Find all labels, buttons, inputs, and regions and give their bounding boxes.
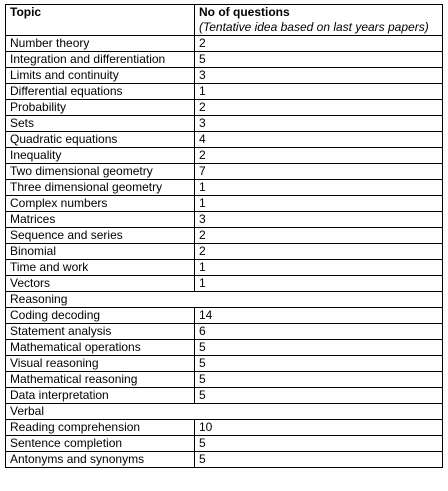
topic-cell: Mathematical operations (6, 340, 195, 356)
topic-cell: Statement analysis (6, 324, 195, 340)
question-count-cell: 2 (195, 100, 443, 116)
table-row (6, 260, 443, 276)
table-row (6, 372, 443, 388)
table-row (6, 228, 443, 244)
topic-cell: Integration and differentiation (6, 52, 195, 68)
table-row (6, 324, 443, 340)
topic-cell: Data interpretation (6, 388, 195, 404)
topic-cell: Three dimensional geometry (6, 180, 195, 196)
table-row (6, 68, 443, 84)
section-row (6, 404, 443, 420)
question-count-cell: 5 (195, 452, 443, 468)
table-body (6, 36, 443, 468)
table-row (6, 452, 443, 468)
topic-cell: Coding decoding (6, 308, 195, 324)
question-count-cell: 10 (195, 420, 443, 436)
topic-cell: Mathematical reasoning (6, 372, 195, 388)
section-heading: Reasoning (6, 292, 443, 308)
question-count-cell: 1 (195, 276, 443, 292)
table-row (6, 420, 443, 436)
table-row (6, 100, 443, 116)
table-row (6, 340, 443, 356)
table-row (6, 164, 443, 180)
question-count-cell: 5 (195, 372, 443, 388)
question-count-cell: 3 (195, 68, 443, 84)
question-count-cell: 1 (195, 84, 443, 100)
question-count-cell: 3 (195, 116, 443, 132)
topic-cell: Limits and continuity (6, 68, 195, 84)
topic-cell: Sequence and series (6, 228, 195, 244)
topic-cell: Differential equations (6, 84, 195, 100)
table-row (6, 148, 443, 164)
question-count-cell: 2 (195, 244, 443, 260)
table-row (6, 84, 443, 100)
topic-cell: Quadratic equations (6, 132, 195, 148)
question-count-cell: 1 (195, 196, 443, 212)
table-row (6, 244, 443, 260)
question-count-cell: 2 (195, 148, 443, 164)
topic-cell: Antonyms and synonyms (6, 452, 195, 468)
section-heading: Verbal (6, 404, 443, 420)
topic-cell: Complex numbers (6, 196, 195, 212)
question-count-cell: 6 (195, 324, 443, 340)
table-row (6, 436, 443, 452)
header-questions: No of questions (199, 5, 290, 19)
table-row (6, 276, 443, 292)
table-row (6, 116, 443, 132)
question-count-cell: 3 (195, 212, 443, 228)
topics-table (5, 4, 443, 468)
question-count-cell: 7 (195, 164, 443, 180)
question-count-cell: 1 (195, 260, 443, 276)
table-row (6, 356, 443, 372)
document-page (5, 4, 442, 468)
topic-cell: Inequality (6, 148, 195, 164)
section-row (6, 292, 443, 308)
table-row (6, 308, 443, 324)
table-row (6, 132, 443, 148)
question-count-cell: 5 (195, 388, 443, 404)
topic-cell: Two dimensional geometry (6, 164, 195, 180)
header-questions-cell (195, 5, 443, 36)
topic-cell: Sets (6, 116, 195, 132)
topic-cell: Time and work (6, 260, 195, 276)
question-count-cell: 5 (195, 436, 443, 452)
question-count-cell: 5 (195, 356, 443, 372)
topic-cell: Number theory (6, 36, 195, 52)
table-row (6, 36, 443, 52)
table-header-row (6, 5, 443, 36)
header-topic: Topic (6, 5, 195, 36)
topic-cell: Sentence completion (6, 436, 195, 452)
header-note: (Tentative idea based on last years papers) (199, 20, 429, 34)
table-row (6, 52, 443, 68)
question-count-cell: 2 (195, 228, 443, 244)
question-count-cell: 4 (195, 132, 443, 148)
table-row (6, 212, 443, 228)
topic-cell: Probability (6, 100, 195, 116)
topic-cell: Visual reasoning (6, 356, 195, 372)
topic-cell: Reading comprehension (6, 420, 195, 436)
table-row (6, 388, 443, 404)
topic-cell: Vectors (6, 276, 195, 292)
topic-cell: Binomial (6, 244, 195, 260)
question-count-cell: 2 (195, 36, 443, 52)
question-count-cell: 14 (195, 308, 443, 324)
table-row (6, 180, 443, 196)
topic-cell: Matrices (6, 212, 195, 228)
table-row (6, 196, 443, 212)
question-count-cell: 5 (195, 52, 443, 68)
question-count-cell: 1 (195, 180, 443, 196)
question-count-cell: 5 (195, 340, 443, 356)
